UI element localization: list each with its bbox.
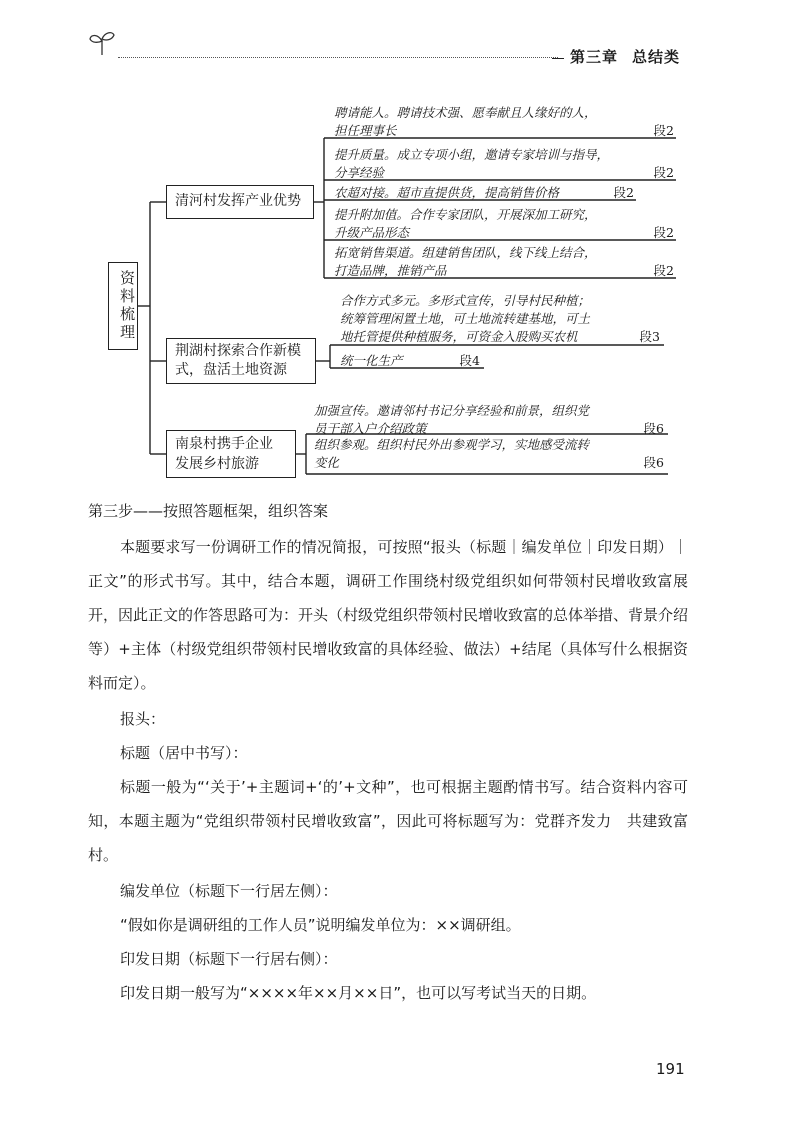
paragraph-ref: 段2 xyxy=(613,185,634,200)
leaf-line: 农超对接。超市直提供货，提高销售价格 xyxy=(334,185,560,200)
leaf-line: 统一化生产 xyxy=(340,353,403,368)
mindmap-leaf xyxy=(314,402,664,438)
mindmap-leaf xyxy=(334,104,674,140)
leaf-line: 升级产品形态 xyxy=(334,225,410,240)
leaf-line: 员干部入户介绍政策 xyxy=(314,421,427,436)
mindmap-leaf xyxy=(340,352,480,370)
leaf-line: 统筹管理闲置土地，可土地流转建基地，可土 xyxy=(340,311,591,326)
leaf-line: 地托管提供种植服务，可资金入股购买农机 xyxy=(340,329,578,344)
leaf-line: 提升质量。成立专项小组，邀请专家培训与指导， xyxy=(334,147,610,162)
chapter-number: 第三章 xyxy=(570,48,619,66)
branch-label-line: 南泉村携手企业 xyxy=(175,436,273,452)
body-paragraph: 本题要求写一份调研工作的情况简报，可按照“报头（标题｜编发单位｜印发日期）｜正文”的形式书写。其中，结合本题，调研工作围绕村级党组织如何带领村民增收致富展开，因此正文的作答思路可为：开头（村级党组织带领村民增收致富的总体举措、背景介绍等）+主体（村级党组织带领村民增收致富的具体经验、做法）+结尾（具体写什么根据资料而定）。 xyxy=(88,538,689,692)
paragraph-ref: 段3 xyxy=(639,329,660,344)
branch-label-line: 荆湖村探索合作新模 xyxy=(175,343,301,359)
body-paragraph: 报头： xyxy=(120,710,166,728)
paragraph-ref: 段2 xyxy=(653,225,674,240)
body-paragraph: 编发单位（标题下一行居左侧）： xyxy=(120,882,338,900)
mindmap-leaf xyxy=(334,184,634,202)
paragraph-ref: 段2 xyxy=(653,263,674,278)
leaf-line: 担任理事长 xyxy=(334,123,397,138)
mindmap-branch-nanquan xyxy=(166,430,296,478)
leaf-line: 合作方式多元。多形式宣传，引导村民种植； xyxy=(340,293,591,308)
body-paragraph: 印发日期（标题下一行居右侧）： xyxy=(120,950,338,968)
mindmap-leaf xyxy=(314,436,664,472)
paragraph-ref: 段4 xyxy=(459,353,480,368)
leaf-line: 提升附加值。合作专家团队，开展深加工研究， xyxy=(334,207,597,222)
mindmap-leaf xyxy=(334,206,674,242)
step-heading: 第三步——按照答题框架，组织答案 xyxy=(88,502,329,520)
paragraph-ref: 段2 xyxy=(653,123,674,138)
chapter-section: 总结类 xyxy=(632,48,681,66)
body-paragraph: “假如你是调研组的工作人员”说明编发单位为：××调研组。 xyxy=(120,916,521,934)
body-paragraph: 印发日期一般写为“××××年××月××日”，也可以写考试当天的日期。 xyxy=(120,984,597,1002)
leaf-line: 组织参观。组织村民外出参观学习，实地感受流转 xyxy=(314,437,590,452)
paragraph-ref: 段6 xyxy=(643,455,664,470)
body-paragraph: 标题一般为“‘关于’+主题词+‘的’+文种”，也可根据主题酌情书写。结合资料内容可知，本题主题为“党组织带领村民增收致富”，因此可将标题写为：党群齐发力 共建致富村。 xyxy=(88,778,688,864)
leaf-line: 分享经验 xyxy=(334,165,385,180)
leaf-line: 变化 xyxy=(314,455,340,470)
leaf-line: 聘请能人。聘请技术强、愿奉献且人缘好的人， xyxy=(334,105,597,120)
paragraph-ref: 段2 xyxy=(653,165,674,180)
branch-label-line: 式，盘活土地资源 xyxy=(175,362,287,378)
page-number: 191 xyxy=(656,1060,685,1078)
mindmap-leaf xyxy=(334,244,674,280)
mindmap-leaf xyxy=(334,146,674,182)
mindmap-root: 资料梳理 xyxy=(108,262,138,350)
mindmap-branch-jinghu xyxy=(166,338,316,384)
mindmap-branch-qinghe: 清河村发挥产业优势 xyxy=(166,185,314,219)
leaf-line: 拓宽销售渠道。组建销售团队，线下线上结合， xyxy=(334,245,597,260)
mindmap-leaf xyxy=(340,292,660,346)
paragraph-ref: 段6 xyxy=(643,421,664,436)
leaf-line: 加强宣传。邀请邻村书记分享经验和前景，组织党 xyxy=(314,403,590,418)
branch-label-line: 发展乡村旅游 xyxy=(175,456,259,472)
leaf-line: 打造品牌，推销产品 xyxy=(334,263,447,278)
body-paragraph: 标题（居中书写）： xyxy=(120,744,248,762)
